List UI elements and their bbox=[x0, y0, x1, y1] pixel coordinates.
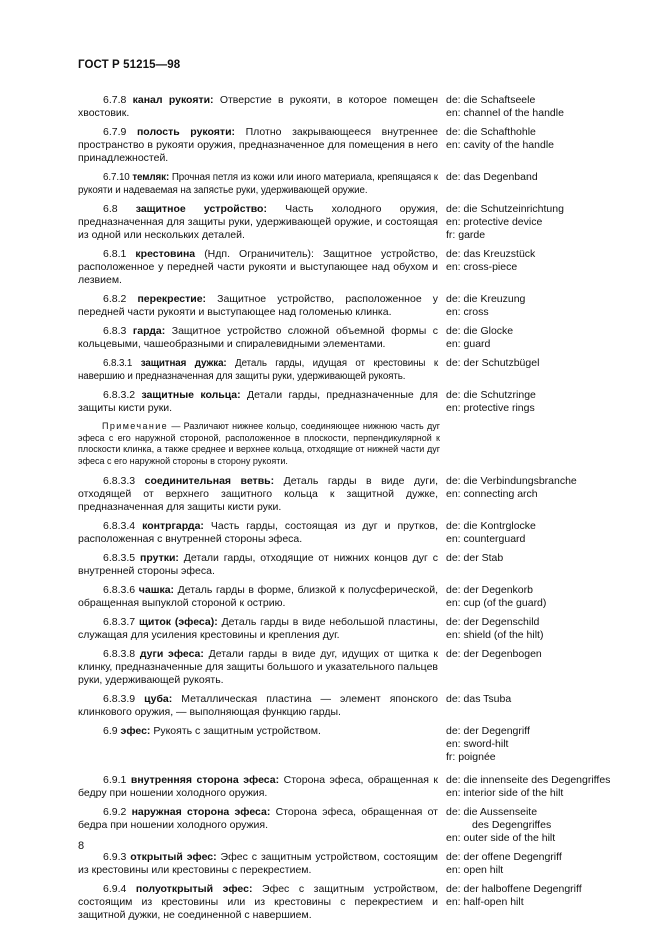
term-name: щиток (эфеса): bbox=[139, 616, 218, 628]
term-number: 6.8.3.6 bbox=[103, 584, 136, 596]
term-entry-6-9-4 bbox=[78, 883, 618, 922]
term-name: контргарда: bbox=[142, 520, 204, 532]
term-translations bbox=[446, 693, 618, 719]
term-translations bbox=[446, 520, 618, 546]
term-definition bbox=[78, 389, 438, 415]
translation-de: de: die Kreuzung bbox=[446, 293, 526, 305]
term-translations bbox=[446, 293, 618, 319]
translation-de: de: die Schutzringe bbox=[446, 389, 536, 401]
term-number: 6.8.3.9 bbox=[103, 693, 136, 705]
term-number: 6.8.3.1 bbox=[103, 358, 133, 369]
translation-en: en: shield (of the hilt) bbox=[446, 629, 544, 641]
term-number: 6.9.1 bbox=[103, 774, 127, 786]
term-entry-6-8-2 bbox=[78, 293, 618, 319]
term-name: полость рукояти: bbox=[136, 126, 236, 138]
term-definition bbox=[78, 616, 438, 642]
term-entry-6-8-3-6 bbox=[78, 584, 618, 610]
term-name: полуоткрытый эфес: bbox=[135, 883, 253, 895]
term-number: 6.9.2 bbox=[103, 806, 127, 818]
term-translations bbox=[446, 203, 618, 242]
term-entry-6-8-3-7 bbox=[78, 616, 618, 642]
term-entry-6-8-3-2 bbox=[78, 389, 618, 415]
term-number: 6.8.1 bbox=[103, 248, 127, 260]
term-translations bbox=[446, 389, 618, 415]
term-text: Отверстие в рукояти, в которое помещен хвостовик. bbox=[78, 94, 439, 119]
term-translations bbox=[446, 584, 618, 610]
translation-en: en: counterguard bbox=[446, 533, 526, 545]
term-text: Деталь гарды в форме, близкой к полусферической, обращенная выпуклой стороной к острию. bbox=[78, 584, 438, 609]
term-name: дуги эфеса: bbox=[139, 648, 204, 660]
term-entry-6-9-3 bbox=[78, 851, 618, 877]
term-name: внутренняя сторона эфеса: bbox=[130, 774, 280, 786]
translation-de: de: die Aussenseite bbox=[446, 806, 538, 818]
term-number: 6.7.10 bbox=[103, 172, 130, 183]
translation-en: en: interior side of the hilt bbox=[446, 787, 564, 799]
term-translations bbox=[446, 851, 618, 877]
term-number: 6.8.3.7 bbox=[103, 616, 136, 628]
term-definition bbox=[78, 293, 438, 319]
translation-de: de: die Schutzeinrichtung bbox=[446, 203, 564, 215]
translation-de: de: der Degengriff bbox=[446, 725, 530, 737]
term-text: Деталь гарды в виде небольшой пластины, служащая для усиления крестовины и крепления дуг. bbox=[78, 616, 439, 641]
term-entry-6-8-3 bbox=[78, 325, 618, 351]
term-number: 6.8.3.4 bbox=[103, 520, 136, 532]
term-name: соединительная ветвь: bbox=[144, 475, 275, 487]
term-text: Часть холодного оружия, предназначенная для защиты руки, удерживающей оружие, и состоящая из одной или нескольких деталей. bbox=[78, 203, 438, 241]
translation-de: de: die Kontrglocke bbox=[446, 520, 536, 532]
translation-de: de: die innenseite des Degengriffes bbox=[446, 774, 611, 786]
term-definition bbox=[78, 648, 438, 687]
term-number: 6.9.3 bbox=[103, 851, 127, 863]
term-text: Сторона эфеса, обращенная к бедру при ношении холодного оружия. bbox=[78, 774, 439, 799]
translation-en: en: open hilt bbox=[446, 864, 504, 876]
term-text: Защитное устройство, расположенное у передней части рукояти и выступающее над голоменью клинка. bbox=[78, 293, 439, 318]
term-entry-6-8-3-4 bbox=[78, 520, 618, 546]
term-text: Прочная петля из кожи или иного материала, крепящаяся к рукояти и надеваемая на запястье руки, удерживающей оружие. bbox=[78, 172, 438, 196]
term-text: Металлическая пластина — элемент японского клинкового оружия, — выполняющая функцию гарды. bbox=[78, 693, 439, 718]
term-definition bbox=[78, 520, 438, 546]
term-entry-6-8-3-9 bbox=[78, 693, 618, 719]
term-definition bbox=[78, 475, 438, 514]
term-name: канал рукояти: bbox=[132, 94, 214, 106]
term-definition bbox=[78, 94, 438, 120]
term-translations bbox=[446, 475, 618, 514]
term-name: эфес: bbox=[120, 725, 151, 737]
translation-de: de: die Schafthohle bbox=[446, 126, 536, 138]
term-number: 6.8.3.8 bbox=[103, 648, 136, 660]
translation-de: de: die Verbindungsbranche bbox=[446, 475, 577, 487]
term-text: Деталь гарды, идущая от крестовины к навершию и предназначенная для защиты руки, удерживающей рукоять. bbox=[78, 358, 439, 382]
term-name: чашка: bbox=[138, 584, 175, 596]
term-translations bbox=[446, 325, 618, 351]
translation-en: en: channel of the handle bbox=[446, 107, 564, 119]
term-name: наружная сторона эфеса: bbox=[131, 806, 271, 818]
term-name: прутки: bbox=[139, 552, 179, 564]
term-translations bbox=[446, 648, 618, 687]
translation-en: en: half-open hilt bbox=[446, 896, 524, 908]
term-name: темляк: bbox=[132, 172, 170, 183]
term-translations bbox=[446, 171, 618, 197]
term-entry-6-8-1 bbox=[78, 248, 618, 287]
term-text: Часть гарды, состоящая из дуг и прутков, расположенная с внутренней стороны эфеса. bbox=[78, 520, 438, 545]
term-text: Эфес с защитным устройством, состоящим из крестовины или крестовины с перекрестием. bbox=[78, 851, 438, 876]
term-definition bbox=[78, 203, 438, 242]
term-name: перекрестие: bbox=[137, 293, 207, 305]
term-translations bbox=[446, 552, 618, 578]
translation-en: en: protective device bbox=[446, 216, 543, 228]
term-translations bbox=[446, 774, 618, 800]
note-label: Примечание bbox=[102, 421, 169, 431]
term-translations bbox=[446, 806, 618, 845]
term-number: 6.9.4 bbox=[103, 883, 127, 895]
translation-en: en: guard bbox=[446, 338, 491, 350]
translation-en: en: cup (of the guard) bbox=[446, 597, 547, 609]
term-entry-6-8-3-3 bbox=[78, 475, 618, 514]
translation-de: de: die Glocke bbox=[446, 325, 514, 337]
note-text: — Различают нижнее кольцо, соединяющее нижнюю часть дуг эфеса с его наружной стороной, расположенное в плоскости, перпендикулярной к плоскости клинка, а также среднее и верхнее кольца, отходящие от нижней части дуг эфеса с его наружной стороны в сторону рукояти. bbox=[78, 421, 440, 466]
term-number: 6.7.8 bbox=[103, 94, 127, 106]
term-text: Эфес с защитным устройством, состоящим из крестовины или из крестовины с перекрестием и защитной дужки, не соединенной с навершием. bbox=[78, 883, 438, 921]
term-definition bbox=[78, 774, 438, 800]
term-definition bbox=[78, 693, 438, 719]
translation-fr: fr: garde bbox=[446, 229, 486, 241]
term-name: открытый эфес: bbox=[130, 851, 217, 863]
term-entry-6-8-3-8 bbox=[78, 648, 618, 687]
term-definition bbox=[78, 171, 438, 197]
note-block bbox=[78, 421, 440, 467]
term-definition bbox=[78, 883, 438, 922]
translation-en: en: connecting arch bbox=[446, 488, 538, 500]
term-translations bbox=[446, 357, 618, 383]
term-name: защитные кольца: bbox=[141, 389, 241, 401]
term-name: гарда: bbox=[132, 325, 166, 337]
term-number: 6.8.3.5 bbox=[103, 552, 136, 564]
term-translations bbox=[446, 616, 618, 642]
translation-de: de: der offene Degengriff bbox=[446, 851, 562, 863]
translation-fr: fr: poignée bbox=[446, 751, 496, 763]
term-translations bbox=[446, 883, 618, 922]
term-text: Детали гарды в виде дуг, идущих от щитка к клинку, предназначенные для защиты большого и указательного пальцев руки, удерживающей рукоять. bbox=[78, 648, 439, 686]
term-text: Сторона эфеса, обращенная от бедра при ношении холодного оружия. bbox=[78, 806, 438, 831]
translation-de: de: das Tsuba bbox=[446, 693, 512, 705]
translation-en: en: cross-piece bbox=[446, 261, 518, 273]
term-definition bbox=[78, 325, 438, 351]
term-definition bbox=[78, 725, 438, 764]
term-definition bbox=[78, 806, 438, 845]
term-entry-6-7-8 bbox=[78, 94, 618, 120]
term-definition bbox=[78, 584, 438, 610]
terms-list bbox=[78, 94, 618, 928]
term-number: 6.9 bbox=[103, 725, 118, 737]
document-header: ГОСТ Р 51215—98 bbox=[78, 59, 181, 71]
term-definition bbox=[78, 248, 438, 287]
term-entry-6-9-2 bbox=[78, 806, 618, 845]
term-number: 6.8 bbox=[103, 203, 118, 215]
term-text: Деталь гарды в виде дуги, отходящей от верхнего защитного кольца к защитной дужке, предназначенная для защиты кисти руки. bbox=[78, 475, 438, 513]
term-text: Защитное устройство сложной объемной формы с кольцевыми, чашеобразными и спиралевидными элементами. bbox=[78, 325, 438, 350]
translation-en: en: sword-hilt bbox=[446, 738, 509, 750]
translation-de: de: der Schutzbügel bbox=[446, 357, 540, 369]
translation-en: en: cavity of the handle bbox=[446, 139, 554, 151]
page-number: 8 bbox=[78, 840, 85, 852]
translation-en: en: protective rings bbox=[446, 402, 535, 414]
term-number: 6.8.3.2 bbox=[103, 389, 136, 401]
term-text: (Ндп. Ограничитель): Защитное устройство, расположенное у передней части рукояти и выступающее над обухом и лезвием. bbox=[78, 248, 438, 286]
term-number: 6.8.2 bbox=[103, 293, 127, 305]
term-definition bbox=[78, 126, 438, 165]
term-entry-6-9 bbox=[78, 725, 618, 764]
term-number: 6.7.9 bbox=[103, 126, 127, 138]
translation-de: de: die Schaftseele bbox=[446, 94, 536, 106]
term-definition bbox=[78, 357, 438, 383]
term-name: цуба: bbox=[144, 693, 173, 705]
translation-de: de: der halboffene Degengriff bbox=[446, 883, 582, 895]
translation-de-continued: des Degengriffes bbox=[472, 819, 552, 831]
term-definition bbox=[78, 851, 438, 877]
term-name: защитная дужка: bbox=[140, 358, 227, 369]
term-number: 6.8.3 bbox=[103, 325, 127, 337]
term-translations bbox=[446, 94, 618, 120]
term-entry-6-7-10 bbox=[78, 171, 618, 197]
translation-de: de: der Degenbogen bbox=[446, 648, 542, 660]
term-entry-6-8-3-5 bbox=[78, 552, 618, 578]
term-text: Детали гарды, отходящие от нижних концов дуг с внутренней стороны эфеса. bbox=[78, 552, 438, 577]
translation-en: en: cross bbox=[446, 306, 489, 318]
translation-en: en: outer side of the hilt bbox=[446, 832, 556, 844]
term-entry-6-7-9 bbox=[78, 126, 618, 165]
term-entry-6-9-1 bbox=[78, 774, 618, 800]
translation-de: de: der Degenschild bbox=[446, 616, 540, 628]
term-translations bbox=[446, 126, 618, 165]
term-translations bbox=[446, 725, 618, 764]
term-name: крестовина bbox=[135, 248, 196, 260]
term-definition bbox=[78, 552, 438, 578]
translation-de: de: das Kreuzstück bbox=[446, 248, 536, 260]
term-entry-6-8 bbox=[78, 203, 618, 242]
translation-de: de: der Degenkorb bbox=[446, 584, 533, 596]
term-translations bbox=[446, 248, 618, 287]
term-name: защитное устройство: bbox=[135, 203, 267, 215]
term-number: 6.8.3.3 bbox=[103, 475, 136, 487]
translation-de: de: das Degenband bbox=[446, 171, 538, 183]
term-text: Рукоять с защитным устройством. bbox=[150, 725, 321, 737]
translation-de: de: der Stab bbox=[446, 552, 504, 564]
term-text: Детали гарды, предназначенные для защиты кисти руки. bbox=[78, 389, 438, 414]
term-text: Плотно закрывающееся внутреннее пространство в рукояти оружия, предназначенное для помещения в него принадлежностей. bbox=[78, 126, 439, 164]
term-entry-6-8-3-1 bbox=[78, 357, 618, 383]
